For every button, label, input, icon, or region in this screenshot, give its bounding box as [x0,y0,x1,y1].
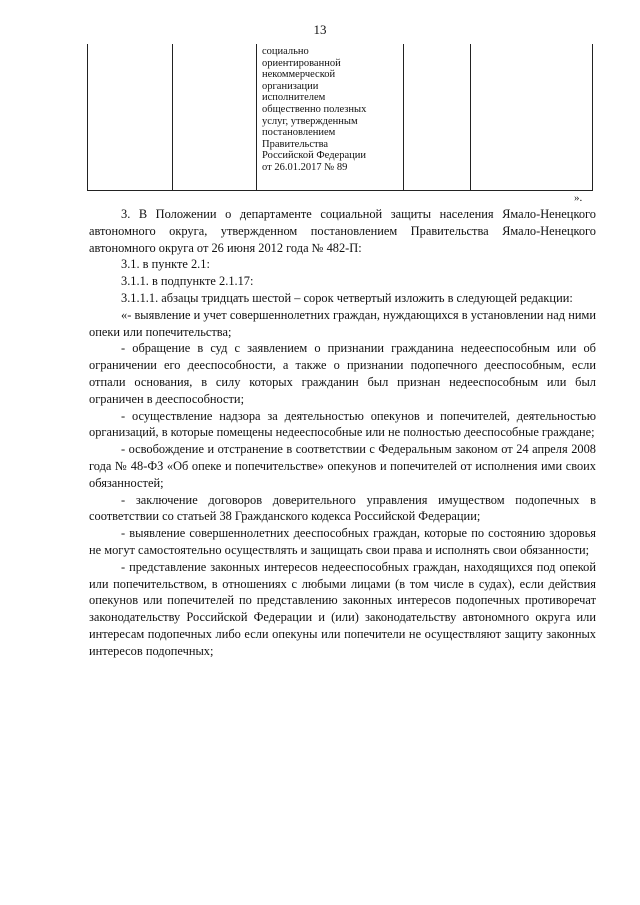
table-column-divider [403,44,404,190]
table-cell-line: услуг, утвержденным [262,115,358,127]
table-cell-line: от 26.01.2017 № 89 [262,161,348,173]
document-body [89,206,596,660]
table-cell-line: организации [262,80,319,92]
paragraph-duty-supervision: - осуществление надзора за деятельностью опекунов и попечителей, деятельностью организаций, в которые помещены недееспособные или не полностью дееспособные граждане; [89,408,596,440]
paragraph-duty-representation: - представление законных интересов недееспособных граждан, находящихся под опекой или попечительством, в отношениях с любыми лицами (в том числе в судах), если действия опекунов или попечителей по представлению законных интересов подопечных противоречат законодательству Российской Федерации и (или) законодательству автономного округа или интересам подопечных либо если опекуны или попечители не осуществляют защиту законных интересов подопечных; [89,559,596,658]
table-column-divider [470,44,471,190]
table-cell-line: постановлением [262,127,336,139]
paragraph-duty-court-appeal: - обращение в суд с заявлением о признании гражданина недееспособным или об ограничении его дееспособности, а также о признании подопечного дееспособным, если отпали основания, в силу которых гражданин был признан недееспособным или был ограничен в дееспособности; [89,341,596,406]
table-cell-line: Российской Федерации [262,150,366,162]
table-cell-line: Правительства [262,138,329,150]
table-cell-line: ориентированной [262,57,341,69]
table-cell-line: общественно полезных [262,103,367,115]
paragraph-duty-release: - освобождение и отстранение в соответствии с Федеральным законом от 24 апреля 2008 года № 48-ФЗ «Об опеке и попечительстве» опекунов и попечителей от исполнения ими своих обязанностей; [89,442,596,490]
table-cell-line: социально [262,46,309,57]
page-number: 13 [313,22,327,37]
paragraph-duty-trust-management: - заключение договоров доверительного управления имуществом подопечных в соответствии со статьей 38 Гражданского кодекса Российской Федерации; [89,492,596,524]
paragraph-item-3-1-1-1: 3.1.1.1. абзацы тридцать шестой – сорок четвертый изложить в следующей редакции: [121,290,573,305]
paragraph-amendment-intro: 3. В Положении о департаменте социальной защиты населения Ямало-Ненецкого автономного округа, утвержденном постановлением Правительства Ямало-Ненецкого автономного округа от 26 июня 2012 года № 482-П: [89,207,596,255]
table-closing-quote: ». [574,192,583,204]
paragraph-item-3-1: 3.1. в пункте 2.1: [121,257,210,272]
paragraph-duty-identification: «- выявление и учет совершеннолетних граждан, нуждающихся в установлении над ними опеки или попечительства; [89,307,596,339]
table-cell-line: исполнителем [262,92,326,104]
table-column-divider [256,44,257,190]
paragraph-duty-capable-citizens: - выявление совершеннолетних дееспособных граждан, которые по состоянию здоровья не могут самостоятельно осуществлять и защищать свои права и исполнять свои обязанности; [89,526,596,557]
table-cell-line: некоммерческой [262,69,336,81]
paragraph-item-3-1-1: 3.1.1. в подпункте 2.1.17: [121,274,254,289]
table-cell-text [262,46,402,174]
table-column-divider [172,44,173,190]
